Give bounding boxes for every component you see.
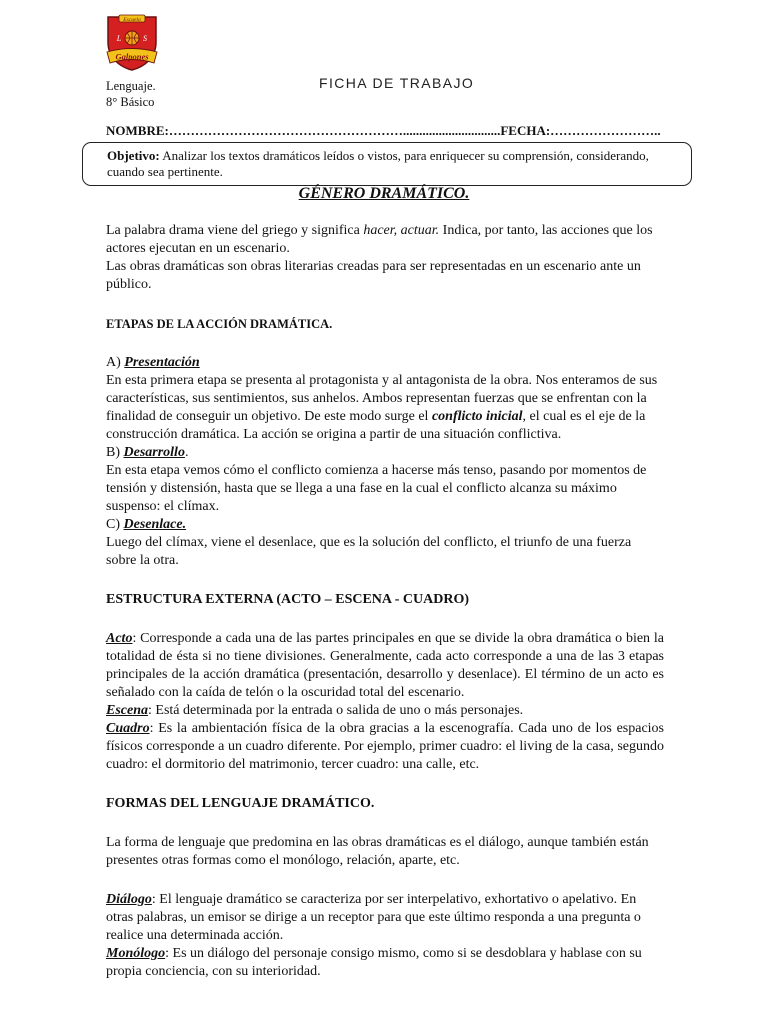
etapa-c-prefix: C) [106, 517, 124, 532]
etapa-c-text: Luego del clímax, viene el desenlace, que es la solución del conflicto, el triunfo de una fuerza sobre la otra. [106, 535, 632, 568]
cuadro-paragraph [106, 720, 664, 774]
objective-label: Objetivo: [107, 148, 160, 163]
subject-label: Lenguaje. [106, 79, 156, 93]
worksheet-title: FICHA DE TRABAJO [319, 75, 475, 91]
cuadro-label: Cuadro [106, 721, 150, 736]
formas-intro: La forma de lenguaje que predomina en las obras dramáticas es el diálogo, aunque también están presentes otras formas como el monólogo, relación, aparte, etc. [106, 835, 649, 868]
monologo-text: : Es un diálogo del personaje consigo mismo, como si se desdoblara y hablase con su propia conciencia, con su interioridad. [106, 946, 642, 979]
etapa-a-text [106, 372, 664, 444]
etapa-c-title [106, 516, 664, 534]
dialogo-paragraph [106, 891, 664, 945]
dialogo-label: Diálogo [106, 892, 152, 907]
school-crest-icon [104, 14, 160, 72]
etapa-b-suffix: . [184, 445, 189, 460]
name-date-line: NOMBRE:………………………………………………..............................FECHA:…………………….. [106, 123, 661, 138]
acto-label: Acto [106, 631, 133, 646]
etapa-b-title [106, 444, 664, 462]
escena-text: : Está determinada por la entrada o salida de uno o más personajes. [148, 703, 524, 718]
etapa-b-prefix: B) [106, 445, 124, 460]
logo-top-text: Escuela [123, 16, 141, 23]
objective-text: Analizar los textos dramáticos leídos o vistos, para enriquecer su comprensión, considerando, cuando sea pertinente. [107, 148, 649, 179]
main-title: GÉNERO DRAMÁTICO. [298, 185, 470, 202]
etapa-a-label: Presentación [124, 355, 200, 370]
conflicto-inicial-emphasis: conflicto inicial [431, 409, 523, 424]
logo-letter-left: L [116, 34, 122, 43]
intro-paragraph-1 [106, 222, 664, 258]
school-logo [104, 14, 160, 72]
monologo-paragraph [106, 945, 664, 981]
cuadro-text: : Es la ambientación física de la obra gracias a la escenografía. Cada uno de los espacios físicos corresponde a un cuadro diferente. Por ejemplo, primer cuadro: el living de la casa, segundo cuadro: el dormitorio del matrimonio, tercer cuadro: una calle, etc. [106, 721, 664, 772]
etapas-heading: ETAPAS DE LA ACCIÓN DRAMÁTICA. [106, 317, 333, 331]
intro-paragraph-2: Las obras dramáticas son obras literarias creadas para ser representadas en un escenario ante un público. [106, 259, 641, 292]
etapa-b-text: En esta etapa vemos cómo el conflicto comienza a hacerse más tenso, pasando por momentos de tensión y distensión, hasta que se llega a una fase en la cual el conflicto alcanza su máximo suspenso: el clímax. [106, 463, 647, 514]
etapa-c-label: Desenlace. [123, 517, 187, 532]
monologo-label: Monólogo [106, 946, 166, 961]
logo-name-text: Galpones [115, 51, 149, 62]
intro-text-b: Indica, por tanto, las acciones que los actores ejecutan en un escenario. [106, 223, 653, 256]
logo-letter-right: S [143, 34, 147, 43]
etapa-a-title [106, 354, 664, 372]
etapa-a-text-2: , el cual es el eje de la construcción dramática. La acción se origina a partir de una situación conflictiva. [106, 409, 646, 442]
level-label: 8° Básico [106, 95, 155, 109]
objective-box [82, 142, 692, 186]
formas-heading: FORMAS DEL LENGUAJE DRAMÁTICO. [106, 796, 375, 811]
escena-paragraph [106, 702, 664, 720]
acto-text: : Corresponde a cada una de las partes principales en que se divide la obra dramática o bien la totalidad de ésta si no tiene divisiones. Generalmente, cada acto corresponde a una de las 3 etapas principales de la acción dramática (presentación, desarrollo y desenlace). El término de un acto es señalado con la caída de telón o la oscuridad total del escenario. [106, 631, 664, 700]
document-body [106, 222, 664, 981]
escena-label: Escena [106, 703, 148, 718]
estructura-heading: ESTRUCTURA EXTERNA (ACTO – ESCENA - CUADRO) [106, 592, 470, 607]
etapa-a-prefix: A) [106, 355, 125, 370]
etapa-b-label: Desarrollo [123, 445, 185, 460]
acto-paragraph [106, 630, 664, 702]
intro-emphasis: hacer, actuar. [363, 223, 440, 238]
intro-text-a: La palabra drama viene del griego y significa [106, 223, 364, 238]
dialogo-text: : El lenguaje dramático se caracteriza por ser interpelativo, exhortativo o apelativo. En otras palabras, un emisor se dirige a un receptor para que este último responda a una pregunta o realice una determinada acción. [106, 892, 641, 943]
etapa-a-text-1: En esta primera etapa se presenta al protagonista y al antagonista de la obra. Nos enteramos de sus características, sus sentimientos, sus anhelos. Ambos representan fuerzas que se enfrentan con la finalidad de conseguir un objetivo. De este modo surge el [106, 373, 658, 424]
